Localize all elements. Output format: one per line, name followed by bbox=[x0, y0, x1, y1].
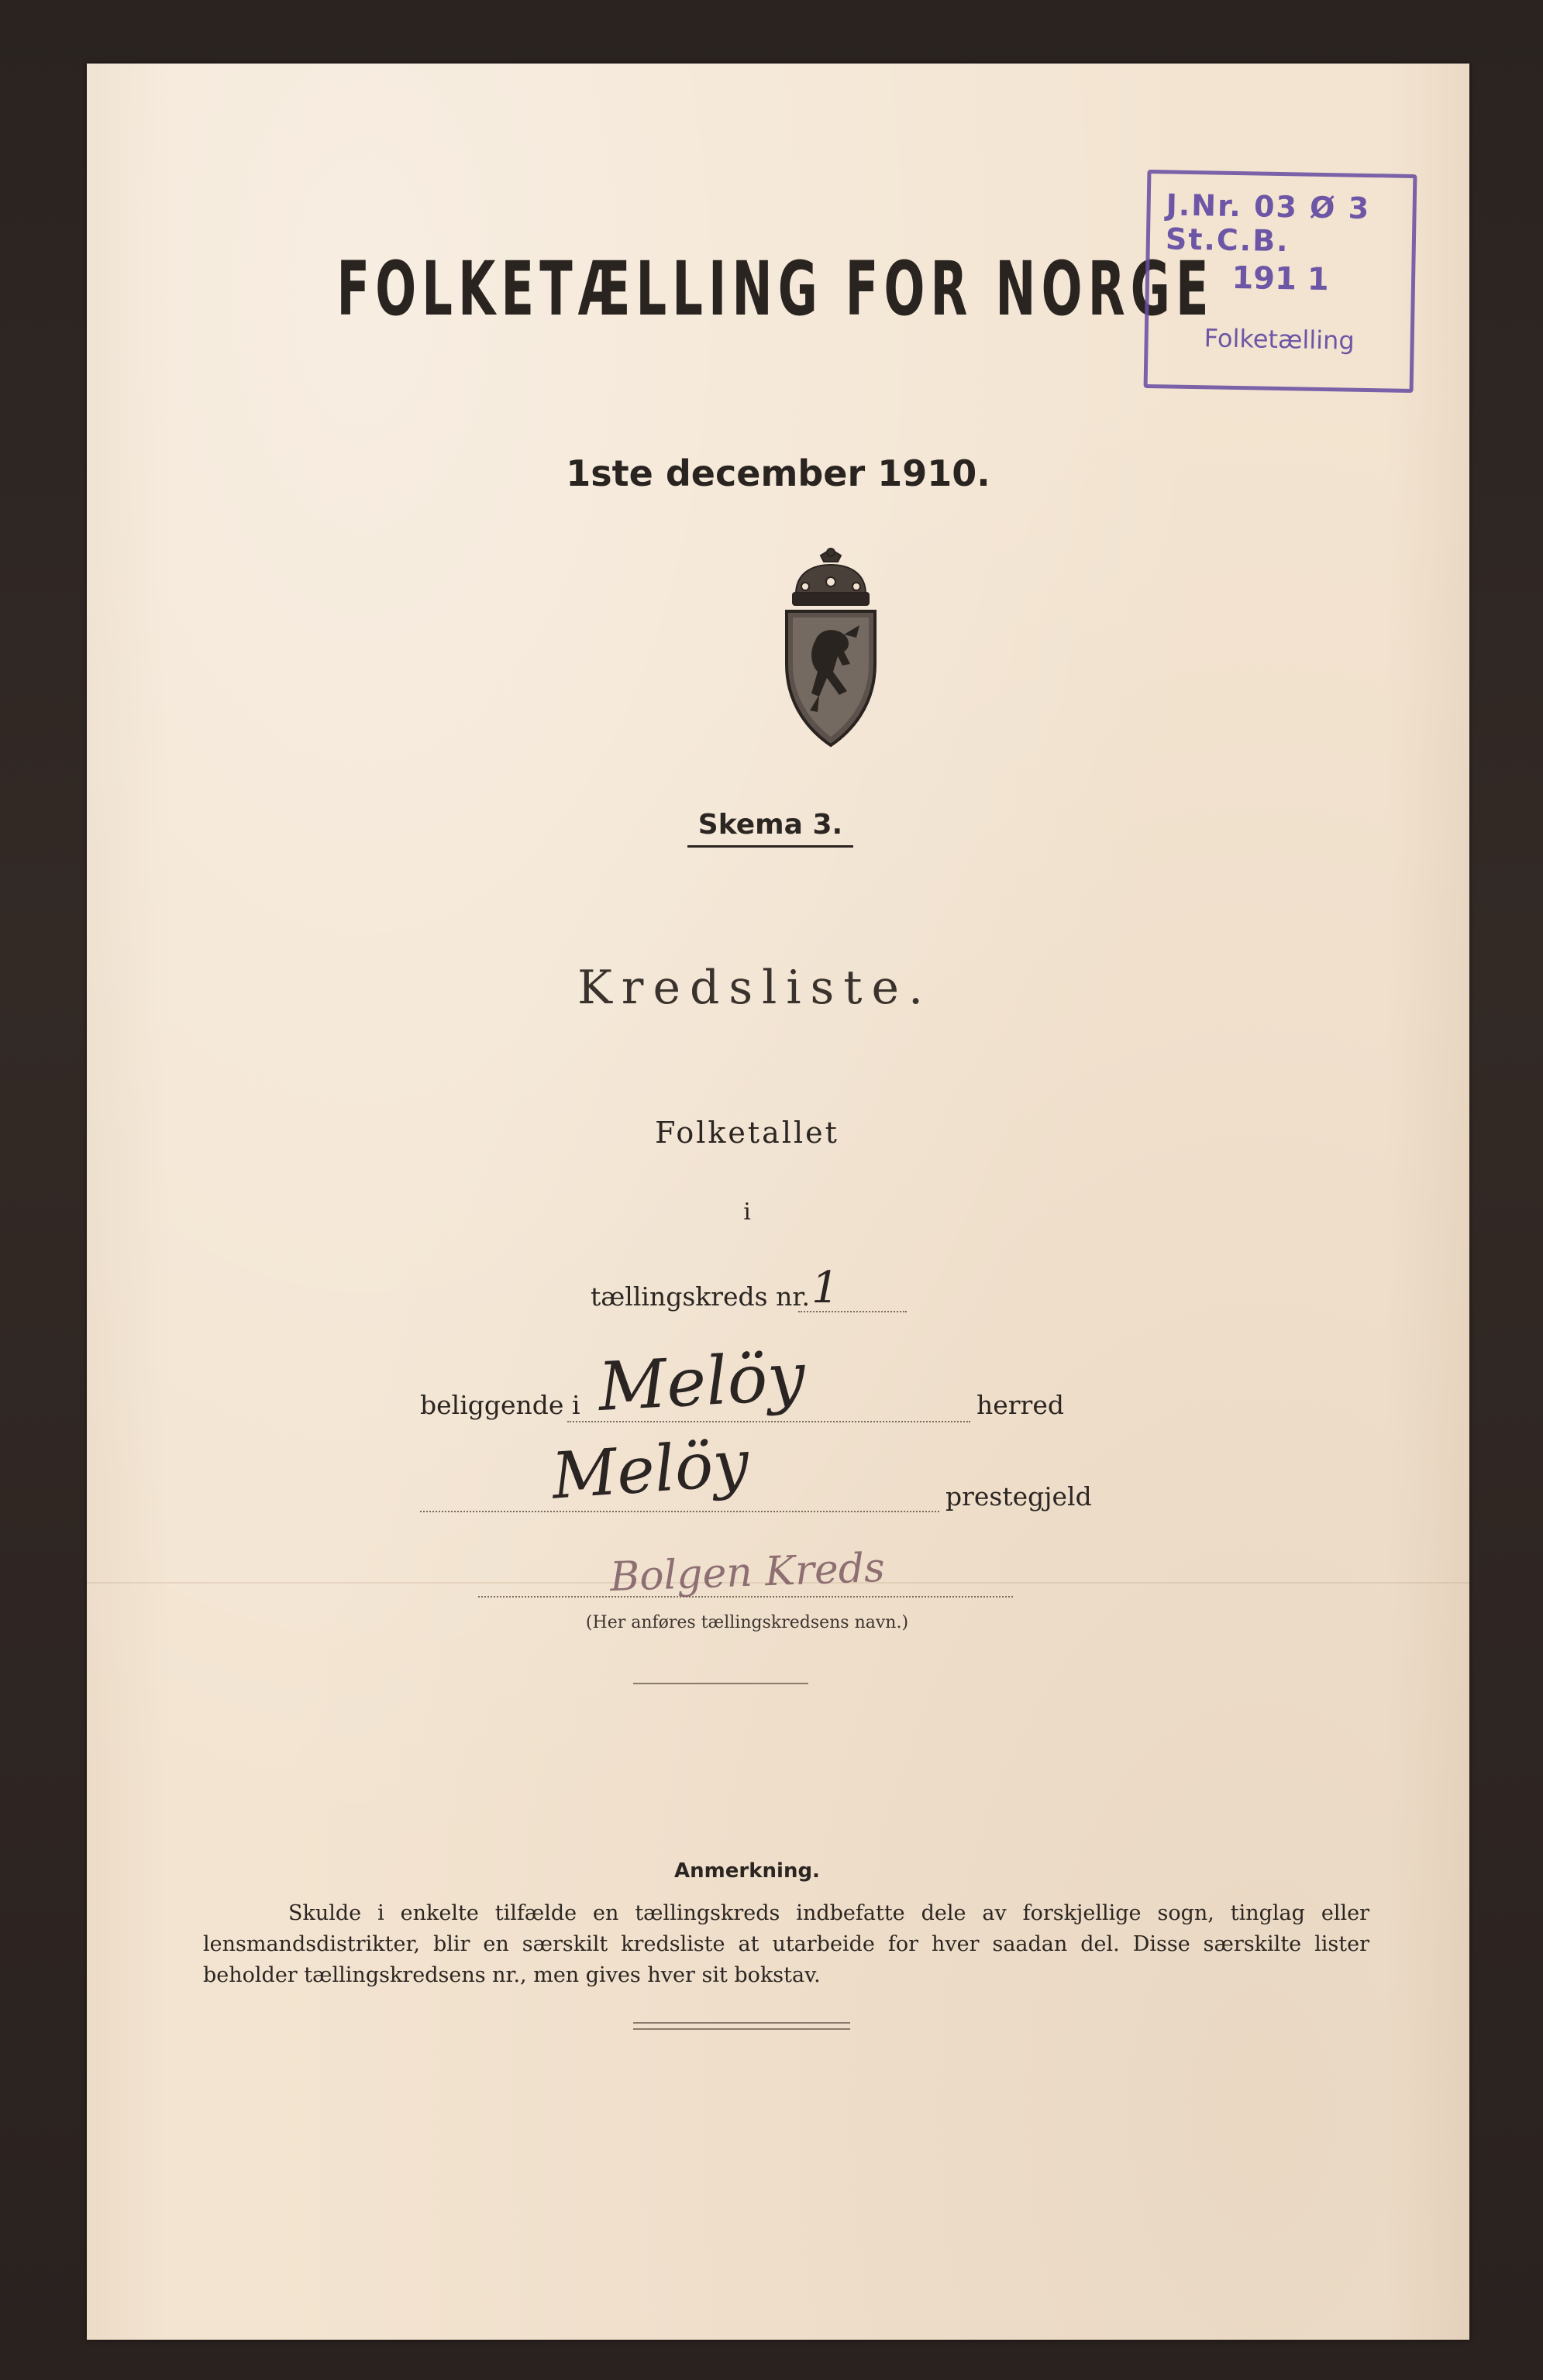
folketallet-label: Folketallet bbox=[655, 1116, 839, 1150]
kredsnavn-line bbox=[478, 1596, 1013, 1598]
preposition-label: i bbox=[743, 1199, 751, 1226]
stamp-label: Folketælling bbox=[1204, 323, 1355, 356]
stamp-journal-number: J.Nr. 03 Ø 3 St.C.B. bbox=[1165, 187, 1371, 259]
norwegian-coat-of-arms-icon bbox=[773, 548, 889, 749]
prestegjeld-suffix: prestegjeld bbox=[945, 1481, 1092, 1512]
kreds-number-value: 1 bbox=[811, 1263, 839, 1313]
kredsnavn-caption: (Her anføres tællingskredsens navn.) bbox=[585, 1613, 909, 1632]
document-title: FOLKETÆLLING FOR NORGE bbox=[336, 246, 1214, 332]
kredsnavn-value: Bolgen Kreds bbox=[609, 1544, 886, 1601]
prestegjeld-line bbox=[420, 1511, 939, 1512]
herred-suffix: herred bbox=[976, 1390, 1064, 1420]
stamp-year: 191 1 bbox=[1231, 260, 1330, 298]
document-date: 1ste december 1910. bbox=[566, 452, 990, 494]
prestegjeld-value: Melöy bbox=[549, 1426, 752, 1514]
schema-label bbox=[87, 809, 1469, 848]
note-title: Anmerkning. bbox=[674, 1859, 820, 1883]
census-form-page bbox=[87, 64, 1469, 2340]
registry-stamp bbox=[1144, 170, 1417, 393]
schema-text: Skema 3. bbox=[687, 809, 853, 848]
note-body: Skulde i enkelte tilfælde en tællingskreds indbefatte dele av forskjellige sogn, tinglag eller lensmandsdistrikter, blir en særskilt kredsliste at utarbeide for hver saadan del. Disse særskilte lister beholder tællingskredsens nr., men gives hver sit bokstav. bbox=[203, 1901, 1369, 1987]
beliggende-label: beliggende i bbox=[420, 1390, 580, 1420]
kreds-number-label: tællingskreds nr. bbox=[591, 1281, 810, 1312]
form-heading: Kredsliste. bbox=[577, 961, 933, 1015]
footer-rule-top bbox=[633, 2022, 850, 2024]
section-divider bbox=[633, 1683, 808, 1684]
footer-rule-bottom bbox=[633, 2028, 850, 2030]
herred-value: Melöy bbox=[596, 1338, 808, 1426]
